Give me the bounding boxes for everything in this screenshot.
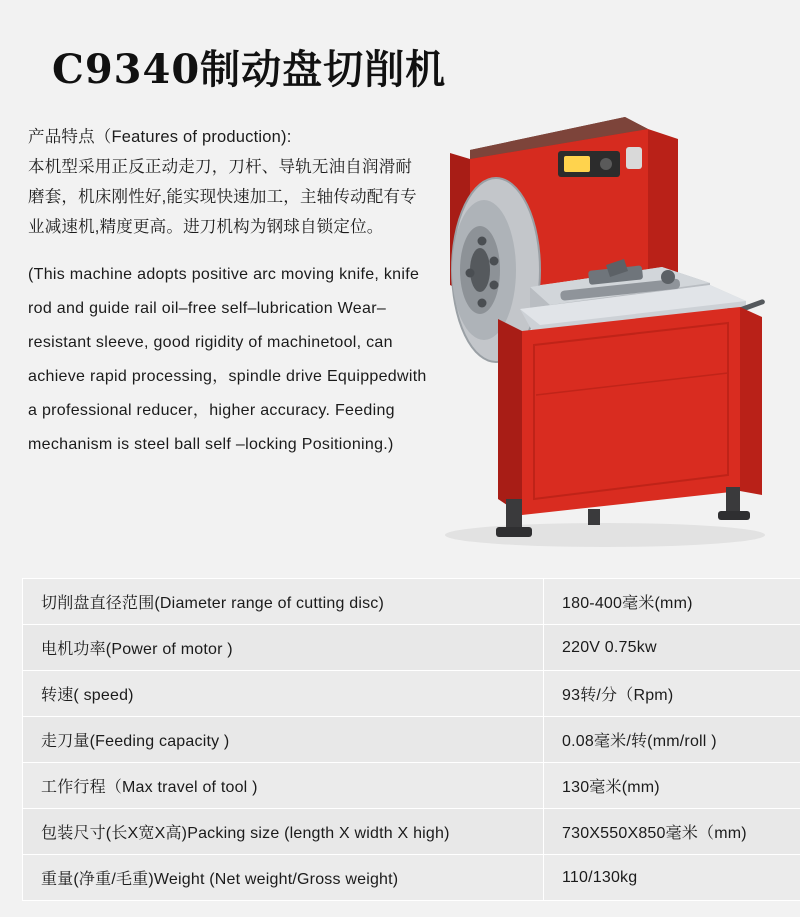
features-body-cn: 本机型采用正反正动走刀，刀杆、导轨无油自润滑耐磨套，机床刚性好,能实现快速加工，主轴传动配有专业减速机,精度更高。进刀机构为钢球自锁定位。 — [28, 158, 417, 236]
spec-label: 走刀量(Feeding capacity ) — [23, 717, 544, 763]
spec-value: 0.08毫米/转(mm/roll ) — [544, 717, 800, 763]
table-row — [23, 717, 800, 763]
spec-value: 110/130kg — [544, 855, 800, 901]
features-body-en: (This machine adopts positive arc moving knife, knife rod and guide rail oil–free self–lubrication Wear–resistant sleeve, good rigidity of machinetool, can achieve rapid processing，spindle drive Equippedwith a professional reducer，higher accuracy. Feeding mechanism is steel ball self –locking Positioning.) — [28, 266, 427, 453]
features-section — [28, 122, 428, 462]
table-row — [23, 809, 800, 855]
spec-value: 220V 0.75kw — [544, 625, 800, 671]
spec-value: 180-400毫米(mm) — [544, 579, 800, 625]
table-row — [23, 763, 800, 809]
product-photo — [410, 95, 790, 550]
spec-label: 电机功率(Power of motor ) — [23, 625, 544, 671]
spec-value: 93转/分（Rpm) — [544, 671, 800, 717]
table-row — [23, 671, 800, 717]
table-row — [23, 855, 800, 901]
spec-value: 730X550X850毫米（mm) — [544, 809, 800, 855]
spec-label: 切削盘直径范围(Diameter range of cutting disc) — [23, 579, 544, 625]
spec-label: 转速( speed) — [23, 671, 544, 717]
table-row — [23, 579, 800, 625]
spec-value: 130毫米(mm) — [544, 763, 800, 809]
features-chinese — [28, 122, 428, 242]
spec-label: 工作行程（Max travel of tool ) — [23, 763, 544, 809]
page-title: C9340制动盘切削机 — [52, 46, 447, 93]
spec-label: 重量(净重/毛重)Weight (Net weight/Gross weight) — [23, 855, 544, 901]
table-row — [23, 625, 800, 671]
spec-label: 包装尺寸(长X宽X高)Packing size (length X width X high) — [23, 809, 544, 855]
specifications-table — [22, 578, 800, 901]
features-heading-cn: 产品特点（Features of production): — [28, 128, 292, 146]
